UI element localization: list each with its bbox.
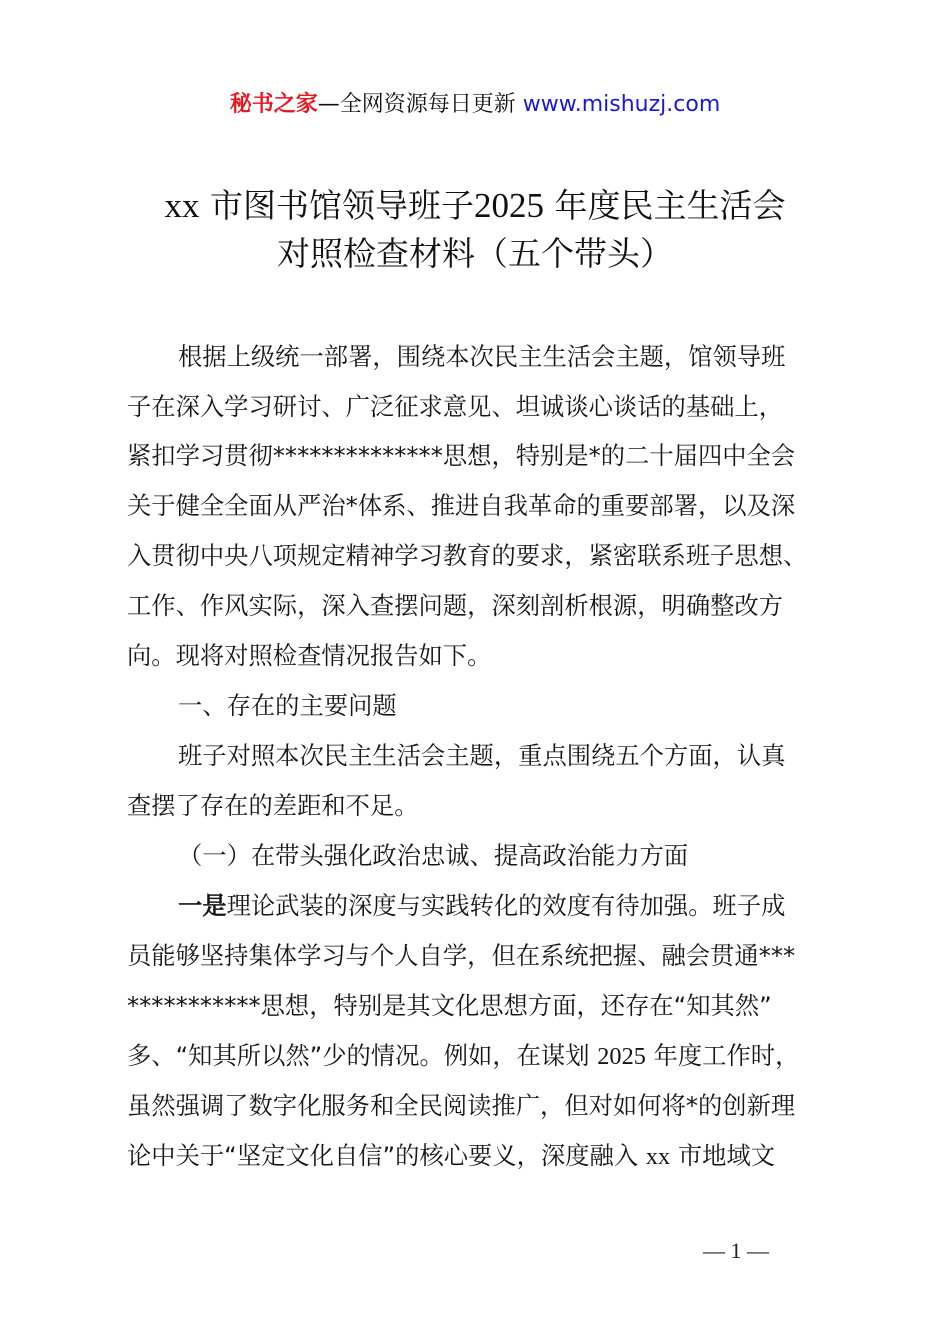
body-line: 子在深入学习研讨、广泛征求意见、坦诚谈心谈话的基础上， [127, 392, 784, 421]
banner-slogan: —全网资源每日更新 [317, 92, 516, 117]
title-prefix: xx [164, 186, 200, 225]
body-line: 关于健全全面从严治*体系、推进自我革命的重要部署，以及深 [127, 491, 796, 520]
body-line: 紧扣学习贯彻**************思想，特别是*的二十届四中全会 [127, 441, 796, 470]
document-title-line-2: 对照检查材料（五个带头） [277, 234, 673, 273]
body-line: 班子对照本次民主生活会主题，重点围绕五个方面，认真 [178, 741, 786, 770]
body-line: 向。现将对照检查情况报告如下。 [127, 641, 492, 670]
site-banner [0, 88, 950, 122]
page-number: — 1 — [703, 1238, 769, 1263]
body-line [127, 1039, 847, 1074]
placeholder-xx: xx [645, 1143, 671, 1170]
text-segment: 多、“知其所以然”少的情况。例如，在谋划 [127, 1041, 590, 1070]
body-line: 入贯彻中央八项规定精神学习教育的要求，紧密联系班子思想、 [127, 541, 808, 570]
body-line: 根据上级统一部署，围绕本次民主生活会主题，馆领导班 [178, 342, 786, 371]
body-line [127, 1139, 847, 1174]
title-part-b: 年度民主生活会 [554, 186, 786, 225]
section-heading: 一、存在的主要问题 [178, 691, 397, 720]
body-line [178, 889, 898, 923]
title-year: 2025 [474, 186, 544, 225]
document-title-line-1 [0, 182, 950, 230]
body-line: 虽然强调了数字化服务和全民阅读推广，但对如何将*的创新理 [127, 1091, 796, 1120]
text-segment: 市地域文 [677, 1141, 776, 1170]
banner-url-link[interactable]: www.mishuzj.com [522, 92, 721, 117]
body-line: 员能够坚持集体学习与个人自学，但在系统把握、融会贯通*** [127, 941, 796, 970]
year-text: 2025 [597, 1043, 646, 1070]
point-label: 一是 [178, 891, 227, 920]
brand-name: 秘书之家 [229, 92, 318, 117]
subsection-heading: （一）在带头强化政治忠诚、提高政治能力方面 [178, 841, 689, 870]
text-segment: 年度工作时， [653, 1041, 800, 1070]
body-line: ***********思想，特别是其文化思想方面，还存在“知其然” [127, 991, 772, 1020]
point-text: 理论武装的深度与实践转化的效度有待加强。班子成 [226, 891, 786, 920]
body-line: 工作、作风实际，深入查摆问题，深刻剖析根源，明确整改方 [127, 591, 784, 620]
text-segment: 论中关于“坚定文化自信”的核心要义，深度融入 [127, 1141, 639, 1170]
body-line: 查摆了存在的差距和不足。 [127, 791, 419, 820]
title-part-a: 市图书馆领导班子 [210, 186, 474, 225]
